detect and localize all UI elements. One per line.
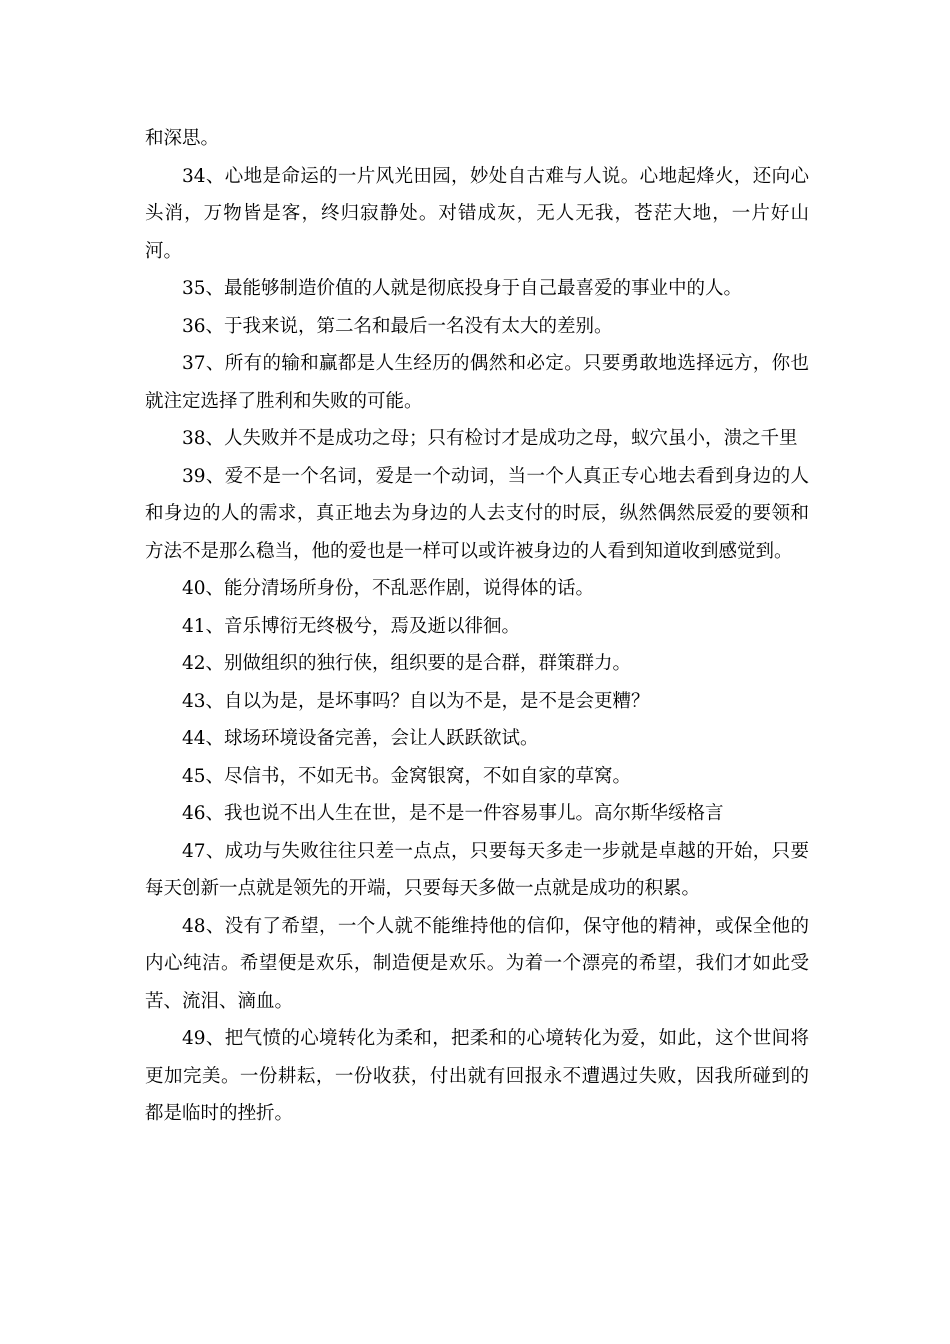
quote-paragraph-48: 48、没有了希望，一个人就不能维持他的信仰，保守他的精神，或保全他的内心纯洁。希望便是欢乐，制造便是欢乐。为着一个漂亮的希望，我们才如此受苦、流泪、滴血。 bbox=[145, 915, 809, 1012]
quote-paragraph-49: 49、把气愤的心境转化为柔和，把柔和的心境转化为爱，如此，这个世间将更加完美。一份耕耘，一份收获，付出就有回报永不遭遇过失败，因我所碰到的都是临时的挫折。 bbox=[145, 1028, 809, 1124]
quote-paragraph-46: 46、我也说不出人生在世，是不是一件容易事儿。高尔斯华绥格言 bbox=[182, 803, 724, 824]
document-body bbox=[145, 120, 809, 1133]
quote-paragraph-37: 37、所有的输和赢都是人生经历的偶然和必定。只要勇敢地选择远方，你也就注定选择了胜利和失败的可能。 bbox=[145, 353, 809, 412]
quote-paragraph-36: 36、于我来说，第二名和最后一名没有太大的差别。 bbox=[182, 315, 613, 337]
quote-paragraph-43: 43、自以为是，是坏事吗？自以为不是，是不是会更糟？ bbox=[182, 690, 650, 712]
quote-paragraph-39: 39、爱不是一个名词，爱是一个动词，当一个人真正专心地去看到身边的人和身边的人的需求，真正地去为身边的人去支付的时辰，纵然偶然辰爱的要领和方法不是那么稳当，他的爱也是一样可以或许被身边的人看到知道收到感觉到。 bbox=[145, 465, 809, 562]
quote-paragraph-35: 35、最能够制造价值的人就是彻底投身于自己最喜爱的事业中的人。 bbox=[182, 278, 743, 299]
quote-paragraph-41: 41、音乐博衍无终极兮，焉及逝以徘徊。 bbox=[182, 615, 521, 637]
quote-paragraph-47: 47、成功与失败往往只差一点点，只要每天多走一步就是卓越的开始，只要每天创新一点就是领先的开端，只要每天多做一点就是成功的积累。 bbox=[145, 840, 809, 899]
quote-paragraph-34: 34、心地是命运的一片风光田园，妙处自古难与人说。心地起烽火，还向心头消，万物皆是客，终归寂静处。对错成灰，无人无我，苍茫大地，一片好山河。 bbox=[145, 165, 809, 262]
quote-paragraph-38: 38、人失败并不是成功之母；只有检讨才是成功之母，蚁穴虽小，溃之千里 bbox=[182, 428, 798, 449]
paragraph-continuation: 和深思。 bbox=[145, 128, 220, 149]
quote-paragraph-40: 40、能分清场所身份，不乱恶作剧，说得体的话。 bbox=[182, 578, 595, 599]
quote-paragraph-42: 42、别做组织的独行侠，组织要的是合群，群策群力。 bbox=[182, 653, 632, 674]
quote-paragraph-45: 45、尽信书，不如无书。金窝银窝，不如自家的草窝。 bbox=[182, 765, 632, 787]
quote-paragraph-44: 44、球场环境设备完善，会让人跃跃欲试。 bbox=[182, 728, 539, 749]
